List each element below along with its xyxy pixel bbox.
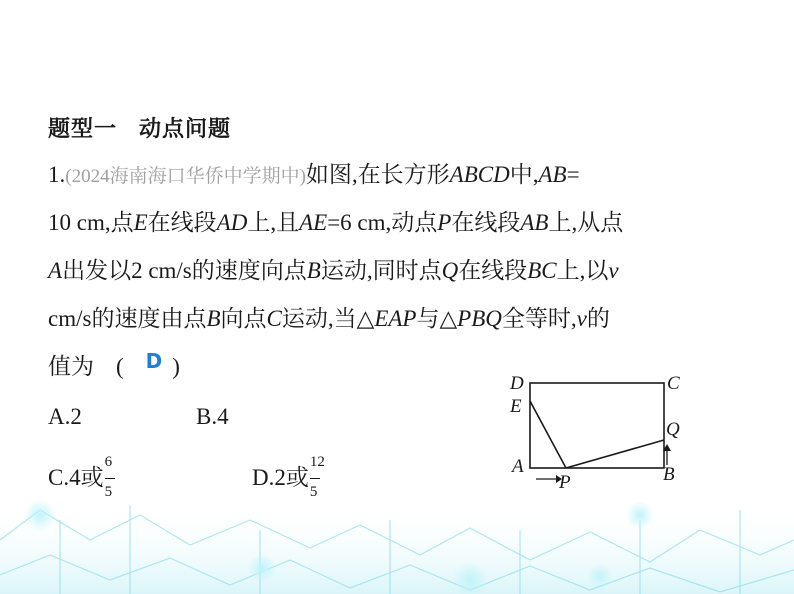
question-text-line4 [48, 306, 610, 331]
math-symbol-3-2: B [306, 258, 321, 283]
question-text-4-2: 向点 [220, 306, 267, 331]
question-text-line1 [306, 162, 580, 187]
question-text-line2 [48, 210, 623, 235]
question-text-2-0: 10 cm,点 [48, 210, 134, 235]
heading-part2: 动点问题 [139, 117, 232, 142]
label-b: B [663, 464, 675, 485]
rectangle-figure [500, 365, 700, 495]
question-line-3 [48, 256, 619, 286]
question-text-3-1: 出发以2 cm/s的速度向点 [62, 258, 307, 283]
question-text-1-4: = [566, 162, 580, 187]
question-text-2-10: 上,从点 [548, 210, 624, 235]
math-symbol-4-1: B [206, 306, 221, 331]
label-c: C [667, 373, 680, 394]
question-text-4-10: 的 [586, 306, 610, 331]
question-text-4-0: cm/s的速度由点 [48, 306, 207, 331]
math-symbol-3-4: Q [441, 258, 459, 283]
question-text-3-3: 运动,同时点 [320, 258, 442, 283]
option-d [252, 454, 325, 500]
question-source: (2024海南海口华侨中学期中) [65, 166, 306, 187]
math-symbol-3-0: A [48, 258, 63, 283]
segment-pq [566, 440, 664, 468]
option-c [48, 454, 117, 500]
section-heading [48, 112, 231, 143]
math-symbol-4-5: EAP [374, 306, 417, 331]
answer-paren-open: ( [116, 354, 124, 379]
question-stem-end: 值为 [48, 354, 94, 379]
question-text-4-6: 与△ [416, 306, 458, 331]
rectangle-abcd [530, 383, 664, 468]
math-symbol-2-9: AB [520, 210, 549, 235]
math-symbol-4-9: v [576, 306, 587, 331]
option-c-label: C.4或 [48, 465, 104, 490]
answer-choice: D [145, 349, 163, 373]
answer-paren-close: ) [172, 354, 180, 379]
question-text-4-4: 运动,当△ [281, 306, 375, 331]
question-text-2-6: =6 cm,动点 [327, 210, 438, 235]
question-text-1-0: 如图,在长方形 [305, 162, 450, 187]
question-text-line3 [48, 258, 619, 283]
math-symbol-2-7: P [437, 210, 452, 235]
math-symbol-4-3: C [266, 306, 282, 331]
question-line-5 [48, 349, 180, 382]
option-d-fraction [309, 454, 325, 500]
option-b: B.4 [196, 404, 229, 429]
heading-part1: 题型一 [48, 117, 118, 142]
math-symbol-2-3: AD [216, 210, 248, 235]
option-d-denominator: 5 [309, 484, 318, 500]
question-text-4-8: 全等时, [501, 306, 577, 331]
option-a: A.2 [48, 404, 82, 429]
question-line-2 [48, 208, 623, 238]
label-p: P [559, 472, 571, 493]
math-symbol-1-1: ABCD [449, 162, 510, 187]
segment-ep [530, 401, 566, 468]
option-c-numerator: 6 [104, 454, 113, 470]
question-text-2-8: 在线段 [451, 210, 521, 235]
math-symbol-4-7: PBQ [457, 306, 502, 331]
question-text-2-2: 在线段 [147, 210, 217, 235]
question-text-3-5: 在线段 [458, 258, 528, 283]
option-d-numerator: 12 [309, 454, 325, 470]
question-line-1 [48, 160, 580, 192]
question-text-1-2: 中, [509, 162, 539, 187]
question-number: 1. [48, 162, 66, 187]
label-a: A [512, 456, 524, 477]
math-symbol-3-6: BC [527, 258, 557, 283]
option-d-label: D.2或 [252, 465, 309, 490]
label-d: D [510, 373, 524, 394]
question-line-4 [48, 304, 610, 334]
math-symbol-1-3: AB [538, 162, 567, 187]
option-c-denominator: 5 [104, 484, 113, 500]
label-q: Q [666, 419, 680, 440]
label-e: E [510, 396, 522, 417]
math-symbol-2-1: E [133, 210, 148, 235]
math-symbol-3-8: v [608, 258, 619, 283]
question-text-2-4: 上,且 [247, 210, 300, 235]
math-symbol-2-5: AE [299, 210, 328, 235]
question-text-3-7: 上,以 [556, 258, 609, 283]
option-c-fraction [104, 454, 117, 500]
